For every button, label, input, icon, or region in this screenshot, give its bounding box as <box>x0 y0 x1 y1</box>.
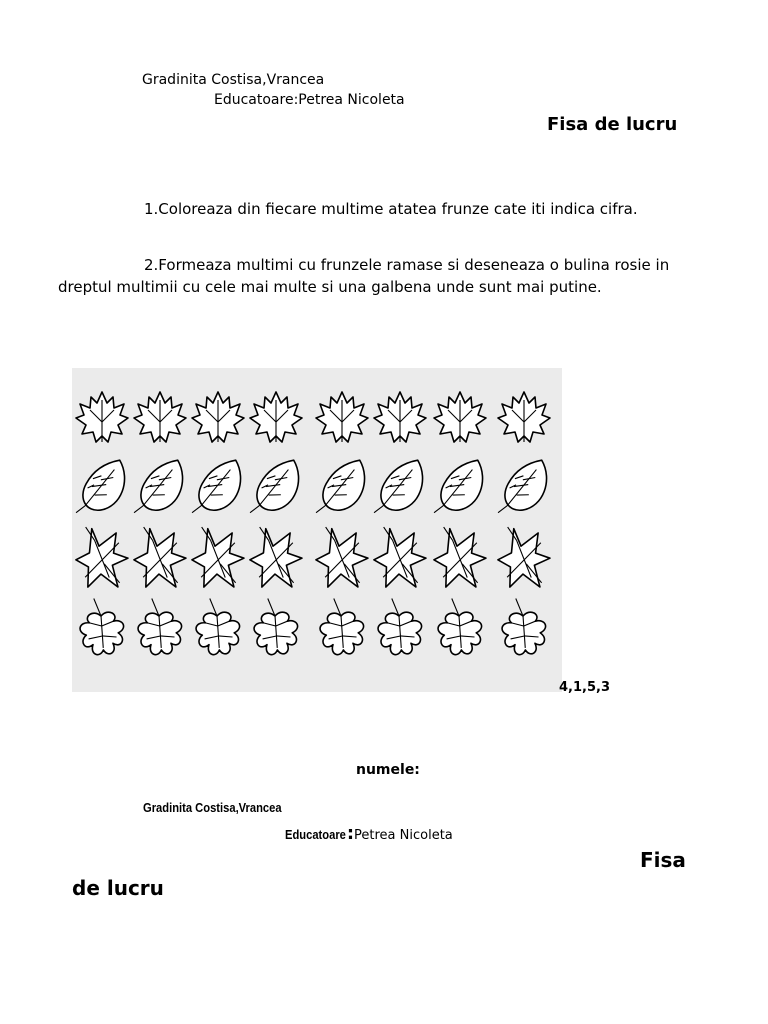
instruction-2: 2.Formeaza multimi cu frunzele ramase si deseneaza o bulina rosie in dreptul multimii cu cele mai multe si una galbena unde sunt mai putine. <box>58 256 670 296</box>
ivy-leaf-icon <box>74 524 130 589</box>
oak-leaf-icon <box>136 597 183 656</box>
oval-leaf-icon <box>192 455 243 519</box>
footer-teacher-name: Petrea Nicoleta <box>354 828 453 843</box>
oak-leaf-icon <box>194 597 241 656</box>
maple-leaf-icon <box>374 392 426 442</box>
page-title: Fisa de lucru <box>547 114 678 135</box>
footer-teacher-colon: : <box>346 823 355 844</box>
oak-leaf-icon <box>252 597 299 656</box>
oval-leaf-icon <box>374 455 425 519</box>
oval-leaf-icon <box>498 455 549 519</box>
oval-leaf-icon <box>434 455 485 519</box>
ivy-leaf-icon <box>190 524 246 589</box>
oval-leaf-icon <box>250 455 301 519</box>
oak-leaf-icon <box>78 597 125 656</box>
oval-leaf-icon <box>316 455 367 519</box>
maple-leaf-icon <box>76 392 128 442</box>
ivy-leaf-icon <box>132 524 188 589</box>
maple-leaf-icon <box>316 392 368 442</box>
oak-leaf-icon <box>318 597 365 656</box>
ivy-leaf-icon <box>372 524 428 589</box>
maple-leaf-icon <box>434 392 486 442</box>
footer-teacher <box>285 823 453 844</box>
oval-leaf-icon <box>76 455 127 519</box>
leaf-count-numbers: 4,1,5,3 <box>559 680 610 695</box>
oval-leaf-icon <box>134 455 185 519</box>
ivy-leaf-icon <box>248 524 304 589</box>
footer-title-part1: Fisa <box>640 848 686 872</box>
oak-leaf-icon <box>436 597 483 656</box>
ivy-leaf-icon <box>432 524 488 589</box>
footer-teacher-label: Educatoare <box>285 827 346 842</box>
maple-leaf-icon <box>134 392 186 442</box>
name-label: numele: <box>356 762 420 778</box>
leaf-grid <box>72 368 562 692</box>
ivy-leaf-icon <box>314 524 370 589</box>
footer-title-part2: de lucru <box>72 876 164 900</box>
footer-school-name: Gradinita Costisa,Vrancea <box>143 800 282 815</box>
maple-leaf-icon <box>250 392 302 442</box>
school-name: Gradinita Costisa,Vrancea <box>142 72 325 88</box>
ivy-leaf-icon <box>496 524 552 589</box>
oak-leaf-icon <box>376 597 423 656</box>
leaf-worksheet-image <box>72 368 562 692</box>
teacher-name: Educatoare:Petrea Nicoleta <box>214 92 405 108</box>
maple-leaf-icon <box>192 392 244 442</box>
oak-leaf-icon <box>500 597 547 656</box>
instruction-1: 1.Coloreaza din fiecare multime atatea frunze cate iti indica cifra. <box>144 200 638 218</box>
maple-leaf-icon <box>498 392 550 442</box>
